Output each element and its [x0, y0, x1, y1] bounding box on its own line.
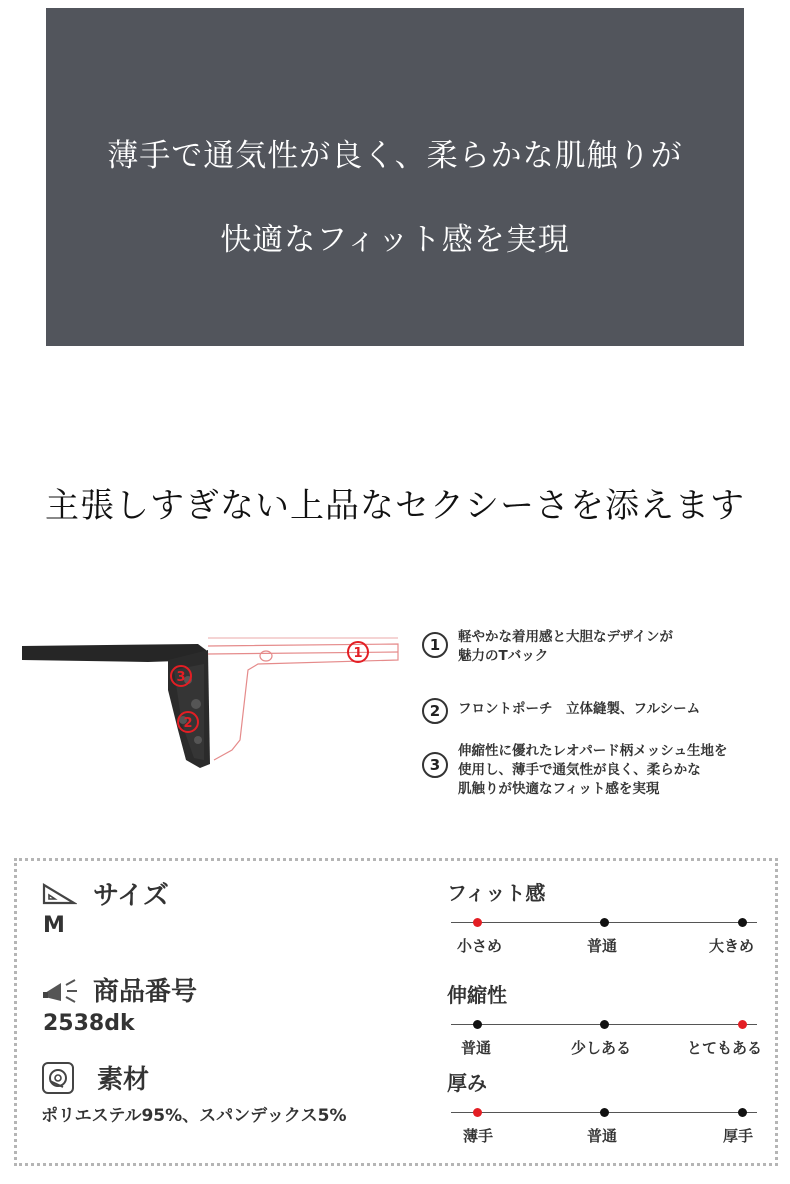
material-heading	[41, 1059, 149, 1096]
scale-label: 大きめ	[709, 937, 755, 955]
feature-text: 肌触りが快適なフィット感を実現	[458, 781, 660, 797]
feature-text: 伸縮性に優れたレオパード柄メッシュ生地を	[458, 743, 728, 759]
material-label: 素材	[97, 1065, 150, 1095]
ruler-triangle-icon	[41, 882, 77, 906]
hero-banner	[46, 8, 744, 346]
back-outline	[208, 638, 398, 760]
feature-number: 2	[422, 698, 448, 724]
feature-number: 3	[422, 752, 448, 778]
marker-3-label: 3	[176, 670, 186, 685]
feature-3	[422, 742, 727, 799]
size-label: サイズ	[93, 881, 169, 911]
product-diagram	[18, 620, 418, 790]
scale-dot	[473, 918, 482, 927]
feature-text: 魅力のTバック	[458, 648, 549, 664]
scale-label: 普通	[587, 937, 618, 955]
product-number-label: 商品番号	[93, 977, 198, 1007]
scale-dot	[738, 918, 747, 927]
product-number-value: 2538dk	[43, 1011, 135, 1036]
feature-1	[422, 628, 673, 666]
material-value: ポリエステル95%、スパンデックス5%	[41, 1106, 347, 1126]
scale-title: 伸縮性	[447, 983, 507, 1007]
scale-label: とてもある	[687, 1039, 763, 1057]
spec-box	[14, 858, 778, 1166]
scale-label: 小さめ	[457, 937, 503, 955]
size-value: M	[43, 913, 65, 938]
tagline: 主張しすぎない上品なセクシーさを添えます	[45, 486, 745, 526]
product-number-heading	[41, 971, 197, 1008]
feature-text: 使用し、薄手で通気性が良く、柔らかな	[458, 762, 701, 778]
marker-2-label: 2	[183, 716, 193, 731]
marker-1-label: 1	[353, 646, 363, 661]
scale-dot	[600, 918, 609, 927]
hero-line-1: 薄手で通気性が良く、柔らかな肌触りが	[107, 138, 683, 174]
scale-dot	[473, 1020, 482, 1029]
scale-label: 普通	[461, 1039, 492, 1057]
scale-stretch	[447, 979, 777, 1057]
scale-label: 薄手	[463, 1127, 494, 1145]
scale-dot	[473, 1108, 482, 1117]
scale-title: フィット感	[447, 881, 546, 905]
scale-label: 厚手	[723, 1127, 754, 1145]
scale-title: 厚み	[447, 1071, 487, 1095]
scale-label: 少しある	[571, 1039, 632, 1057]
hero-line-2: 快適なフィット感を実現	[220, 222, 570, 258]
feature-2	[422, 694, 700, 724]
scale-thickness	[447, 1067, 777, 1145]
scale-dot	[600, 1020, 609, 1029]
feature-text: フロントポーチ 立体縫製、フルシーム	[458, 701, 701, 717]
scale-dot	[738, 1108, 747, 1117]
scale-label: 普通	[587, 1127, 618, 1145]
size-heading	[41, 875, 169, 912]
scale-dot	[738, 1020, 747, 1029]
scale-fit	[447, 877, 777, 955]
scale-dot	[600, 1108, 609, 1117]
feature-number: 1	[422, 632, 448, 658]
megaphone-icon	[41, 975, 81, 1005]
feature-text: 軽やかな着用感と大胆なデザインが	[458, 629, 674, 645]
fabric-roll-icon	[41, 1061, 75, 1095]
